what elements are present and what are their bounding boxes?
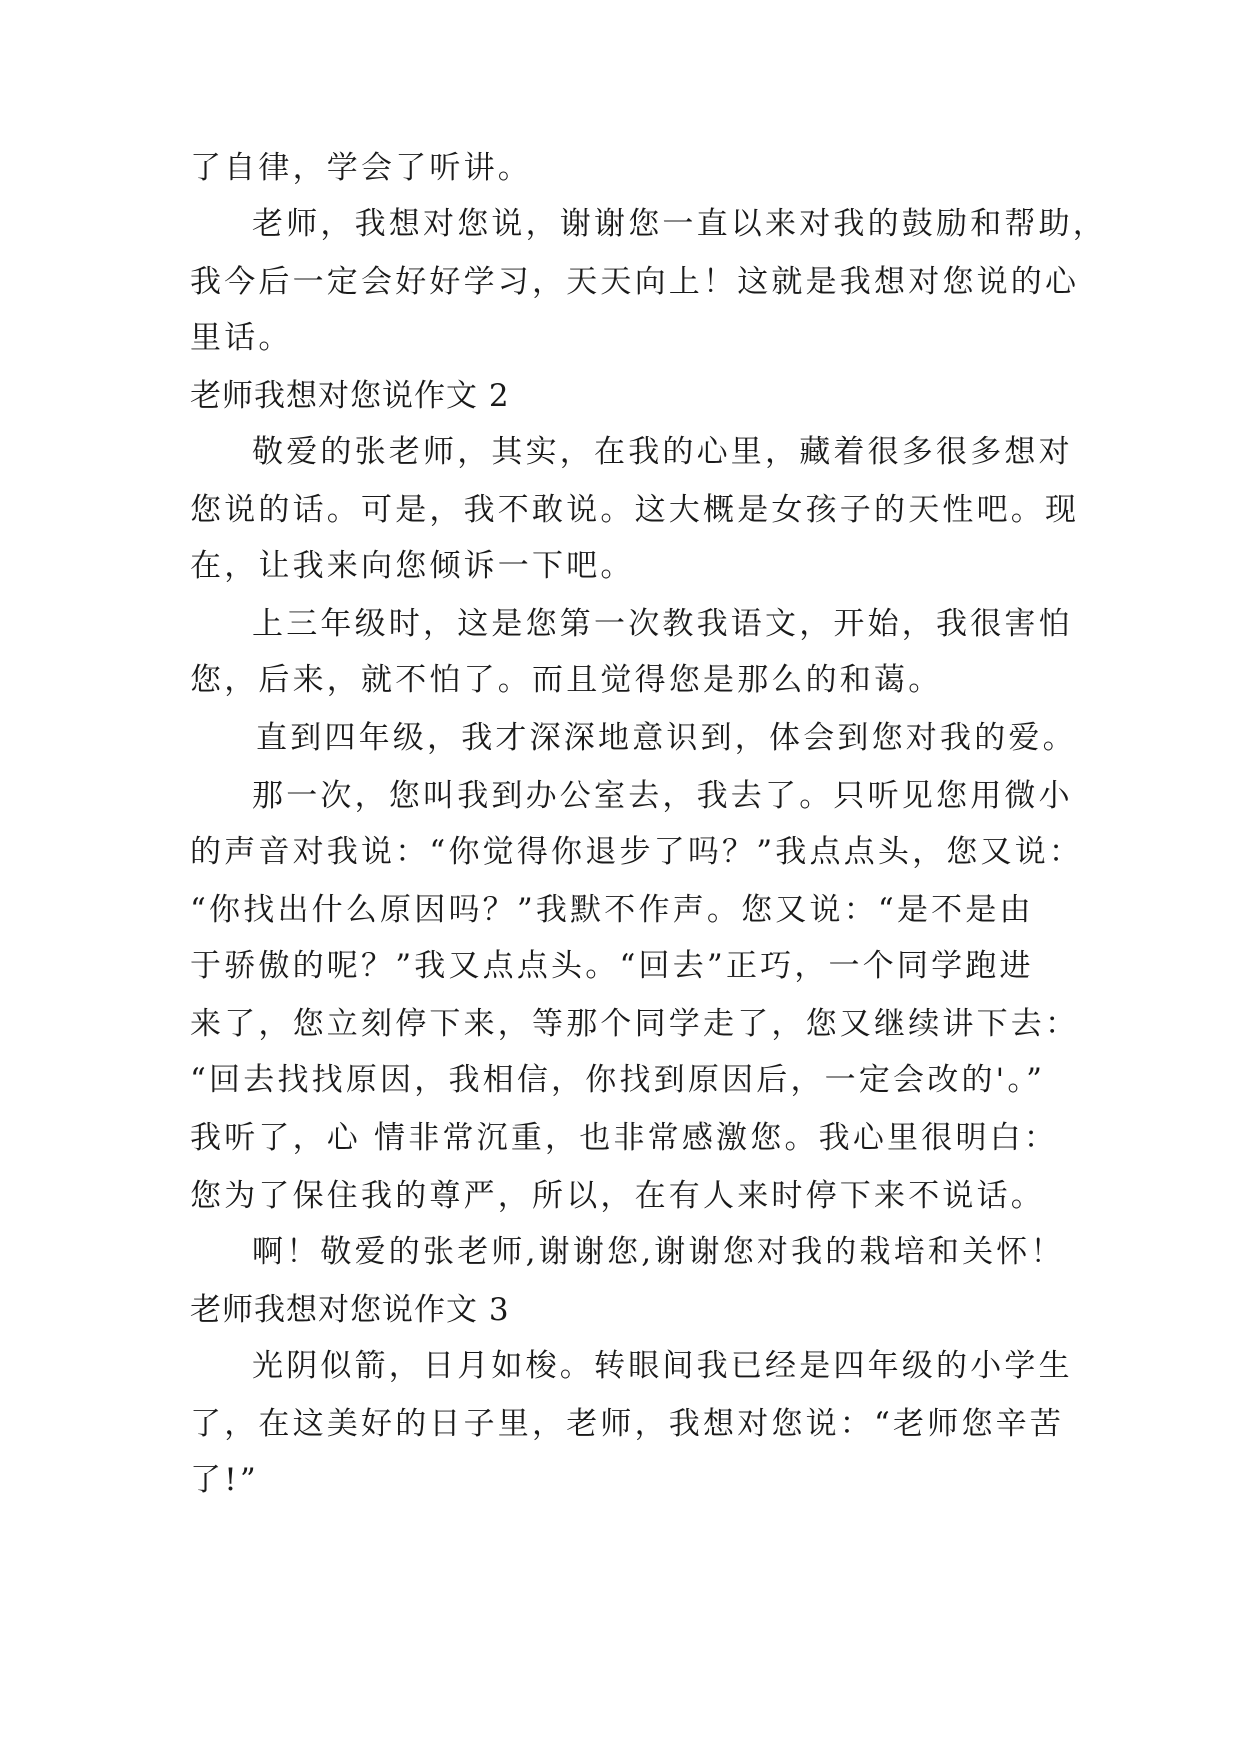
section-heading-2: 老师我想对您说作文 2 [190,378,510,414]
paragraph-first-line: 光阴似箭，日月如梭。转眼间我已经是四年级的小学生 [252,1348,1073,1384]
paragraph-first-line: 上三年级时，这是您第一次教我语文，开始，我很害怕 [252,606,1073,642]
text-line: 的声音对我说：“你觉得你退步了吗？”我点点头，您又说： [190,834,1084,870]
text-line: 在，让我来向您倾诉一下吧。 [190,548,635,584]
text-line: 了，在这美好的日子里，老师，我想对您说：“老师您辛苦 [190,1406,1065,1442]
text-line: “回去找找原因，我相信，你找到原因后，一定会改的'。” [190,1062,1046,1098]
text-line: 了!” [190,1462,259,1498]
text-line: 您说的话。可是，我不敢说。这大概是女孩子的天性吧。现 [190,492,1080,528]
paragraph-first-line: 啊！敬爱的张老师,谢谢您,谢谢您对我的栽培和关怀！ [252,1234,1065,1270]
text-line: 了自律，学会了听讲。 [190,150,532,186]
paragraph-first-line: 敬爱的张老师，其实，在我的心里，藏着很多很多想对 [252,434,1073,470]
section-heading-3: 老师我想对您说作文 3 [190,1292,510,1328]
text-line: 里话。 [190,320,293,356]
paragraph-first-line: 那一次，您叫我到办公室去，我去了。只听见您用微小 [252,778,1073,814]
paragraph-first-line: 老师，我想对您说，谢谢您一直以来对我的鼓励和帮助， [252,206,1107,242]
paragraph-first-line: 直到四年级，我才深深地意识到，体会到您对我的爱。 [256,720,1077,756]
text-line: 我听了，心 情非常沉重，也非常感激您。我心里很明白： [190,1120,1059,1156]
text-line: 您为了保住我的尊严，所以，在有人来时停下来不说话。 [190,1178,1045,1214]
text-line: 于骄傲的呢？”我又点点头。“回去”正巧，一个同学跑进 [190,948,1034,984]
text-line: 我今后一定会好好学习，天天向上！这就是我想对您说的心 [190,264,1080,300]
text-line: 来了，您立刻停下来，等那个同学走了，您又继续讲下去： [190,1006,1080,1042]
text-line: “你找出什么原因吗？”我默不作声。您又说：“是不是由 [190,892,1034,928]
text-line: 您，后来，就不怕了。而且觉得您是那么的和蔼。 [190,662,943,698]
